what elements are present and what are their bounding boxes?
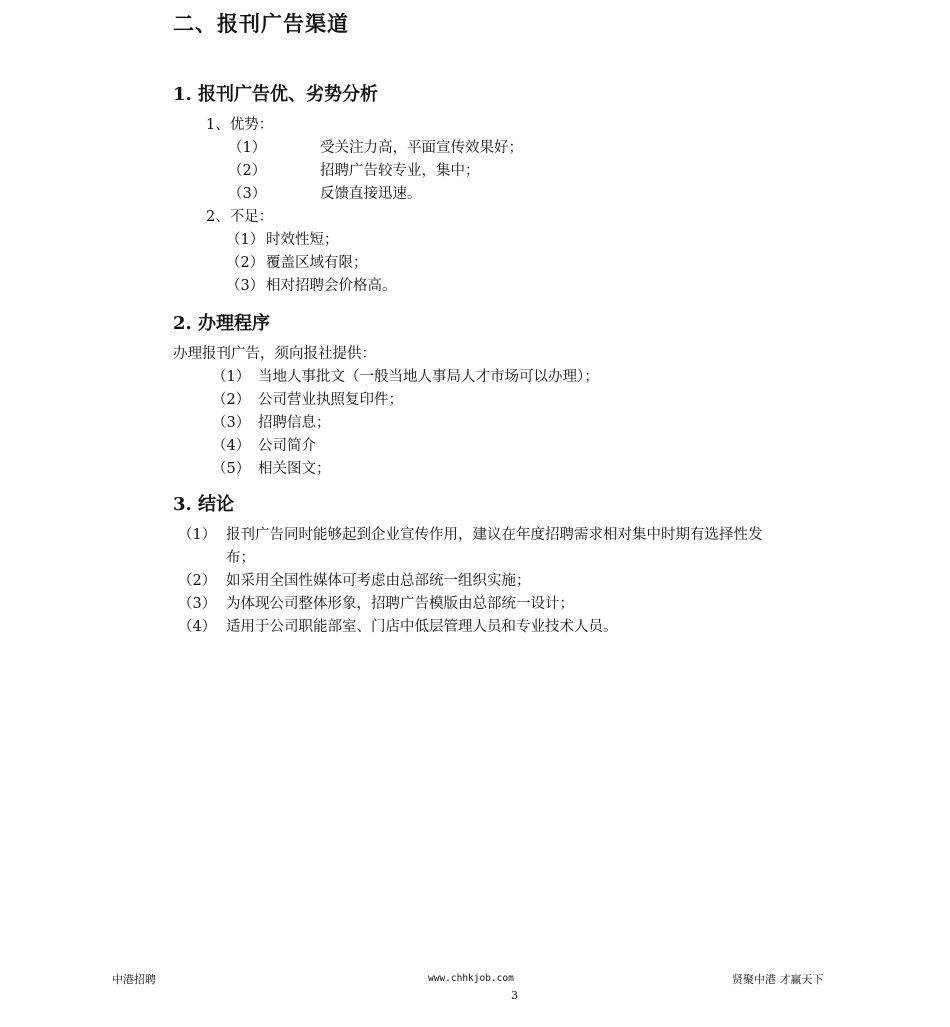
procedure-item-2-num: （2）	[212, 392, 251, 408]
procedure-item-2-text: 公司营业执照复印件；	[258, 392, 403, 408]
disadvantage-item-2-num: （2）	[226, 255, 265, 271]
main-heading: 二、报刊广告渠道	[173, 11, 349, 36]
procedure-item-4-num: （4）	[212, 438, 251, 454]
procedure-item-3-text: 招聘信息；	[258, 415, 331, 431]
procedure-item-4-text: 公司简介	[258, 438, 316, 454]
conclusion-item-4-text: 适用于公司职能部室、门店中低层管理人员和专业技术人员。	[226, 619, 618, 635]
footer-company: 中港招聘	[112, 973, 156, 986]
procedure-item-5-num: （5）	[212, 461, 251, 477]
advantages-label: 1、优势：	[206, 117, 274, 133]
procedure-item-3-num: （3）	[212, 415, 251, 431]
section1-title: 1. 报刊广告优、劣势分析	[173, 84, 379, 105]
disadvantage-item-2-text: 覆盖区域有限；	[266, 255, 368, 271]
procedure-item-1-text: 当地人事批文（一般当地人事局人才市场可以办理）；	[258, 369, 599, 385]
section2-intro: 办理报刊广告，须向报社提供：	[173, 346, 376, 362]
conclusion-item-3-text: 为体现公司整体形象，招聘广告模版由总部统一设计；	[226, 596, 574, 612]
footer-slogan: 贤聚中港 才赢天下	[732, 973, 824, 986]
advantage-item-3-text: 反馈直接迅速。	[320, 186, 422, 202]
conclusion-item-1-cont: 布；	[226, 550, 255, 566]
conclusion-item-1-num: （1）	[178, 527, 217, 543]
section2-title: 2. 办理程序	[173, 313, 271, 334]
advantage-item-1-num: （1）	[228, 140, 267, 156]
advantage-item-1-text: 受关注力高，平面宣传效果好；	[320, 140, 523, 156]
section3-title: 3. 结论	[173, 494, 235, 515]
conclusion-item-2-text: 如采用全国性媒体可考虑由总部统一组织实施；	[226, 573, 531, 589]
conclusion-item-3-num: （3）	[178, 596, 217, 612]
disadvantage-item-1-num: （1）	[226, 232, 265, 248]
conclusion-item-4-num: （4）	[178, 619, 217, 635]
advantage-item-2-num: （2）	[228, 163, 267, 179]
disadvantage-item-1-text: 时效性短；	[266, 232, 339, 248]
procedure-item-1-num: （1）	[212, 369, 251, 385]
procedure-item-5-text: 相关图文；	[258, 461, 331, 477]
advantage-item-2-text: 招聘广告较专业，集中；	[320, 163, 480, 179]
disadvantages-label: 2、不足：	[206, 209, 274, 225]
disadvantage-item-3-text: 相对招聘会价格高。	[266, 278, 397, 294]
disadvantage-item-3-num: （3）	[226, 278, 265, 294]
conclusion-item-1-text: 报刊广告同时能够起到企业宣传作用，建议在年度招聘需求相对集中时期有选择性发	[226, 527, 763, 543]
advantage-item-3-num: （3）	[228, 186, 267, 202]
page-number: 3	[511, 989, 518, 1002]
footer-website: www.chhkjob.com	[428, 973, 514, 984]
conclusion-item-2-num: （2）	[178, 573, 217, 589]
